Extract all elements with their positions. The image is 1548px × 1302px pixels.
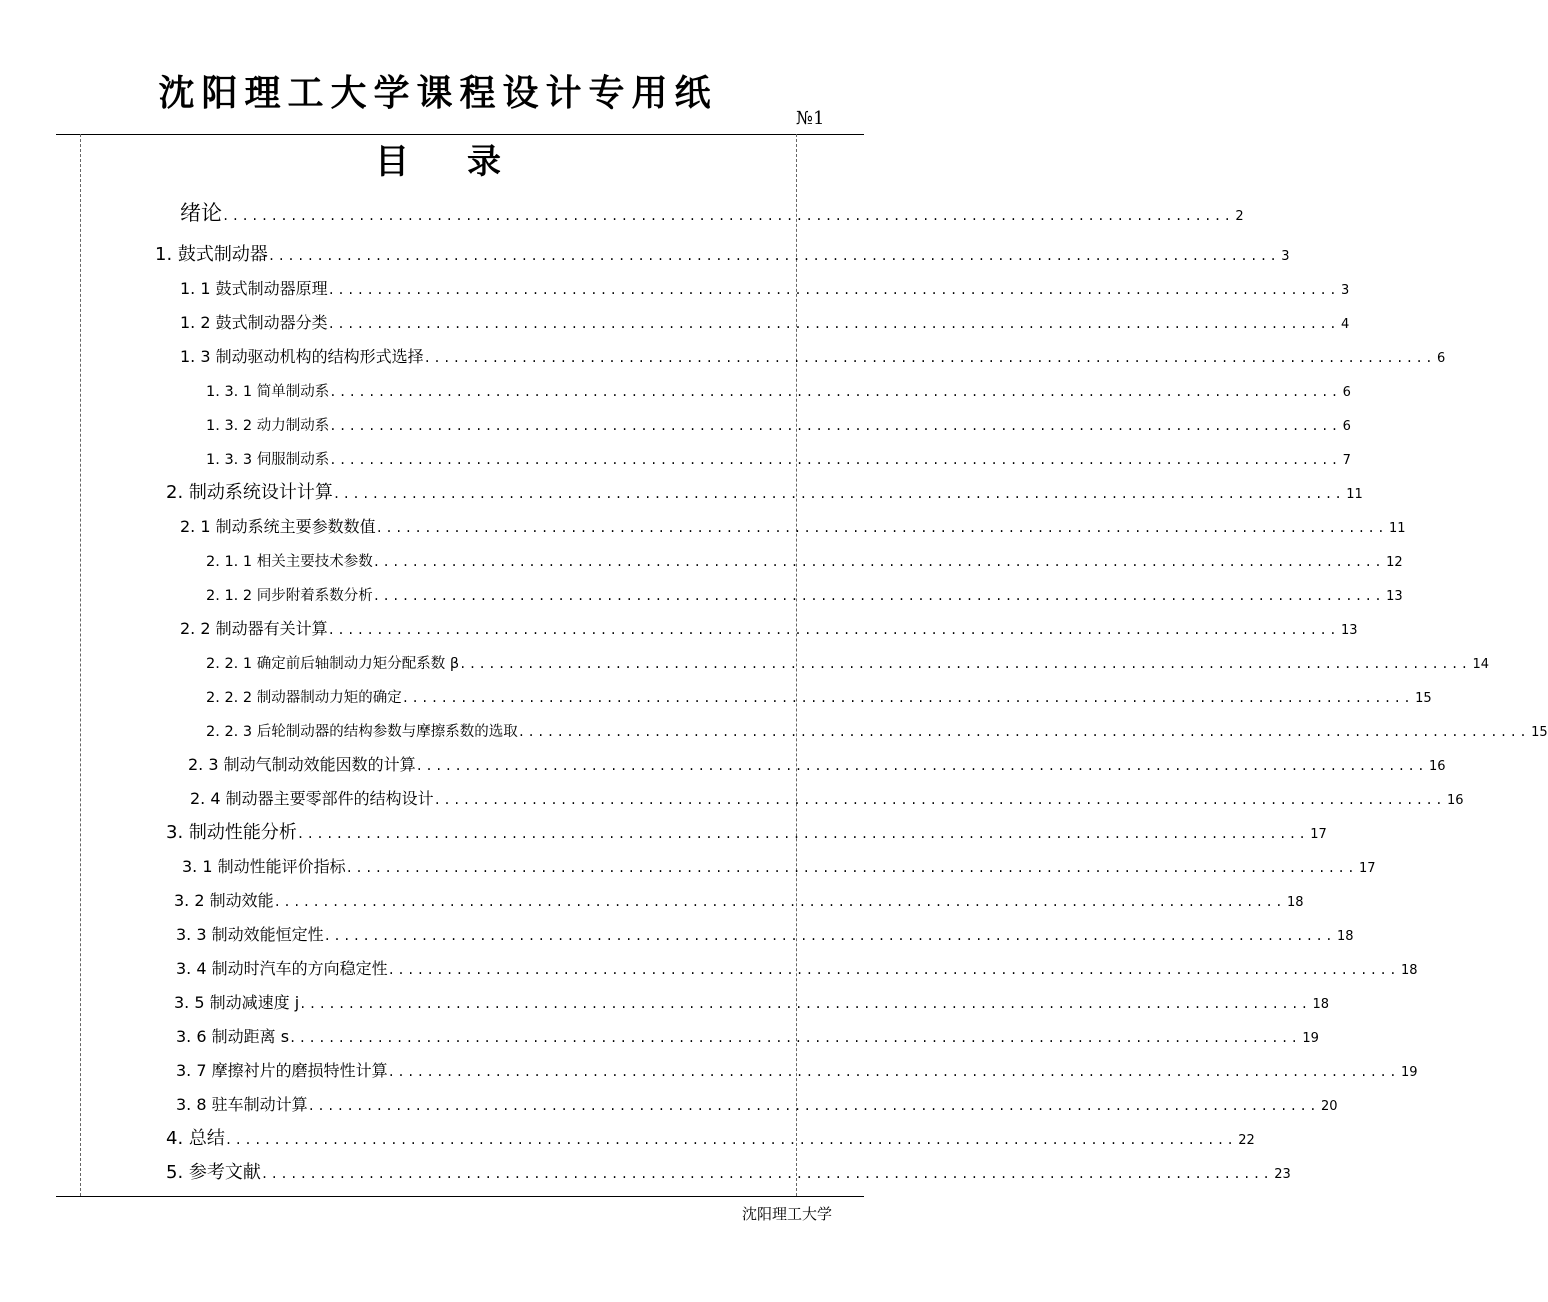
toc-entry-label: 2. 2. 2 制动器制动力矩的确定 — [206, 690, 402, 706]
toc-entry[interactable] — [174, 990, 1330, 1013]
toc-entry[interactable] — [182, 854, 1376, 877]
toc-entry[interactable] — [206, 652, 1489, 673]
toc-entry-page: 11 — [1346, 487, 1363, 502]
page-footer-text: 沈阳理工大学 — [742, 1205, 833, 1223]
toc-entry-page: 6 — [1436, 351, 1446, 366]
toc-entry-label: 3. 1 制动性能评价指标 — [182, 857, 346, 876]
toc-entry[interactable] — [206, 686, 1432, 707]
toc-entry-page: 11 — [1388, 521, 1406, 536]
toc-entry-page: 18 — [1312, 997, 1330, 1012]
toc-entry-page: 13 — [1340, 623, 1358, 638]
toc-entry[interactable] — [206, 584, 1403, 605]
header-rule — [56, 134, 864, 135]
toc-entry-label: 1. 1 鼓式制动器原理 — [180, 279, 328, 298]
toc-entry-label: 4. 总结 — [166, 1128, 225, 1149]
toc-entry[interactable] — [166, 1158, 1291, 1184]
toc-entry-label: 3. 6 制动距离 s — [176, 1027, 290, 1046]
toc-entry-label: 绪论 — [180, 201, 222, 225]
toc-entry[interactable] — [206, 414, 1351, 435]
toc-leader: ........................................................................................................ — [372, 555, 1385, 569]
toc-entry-label: 2. 3 制动气制动效能因数的计算 — [188, 755, 416, 774]
footer-rule — [56, 1196, 864, 1197]
toc-leader: ........................................................................................................ — [289, 1031, 1301, 1045]
toc-leader: ........................................................................................................ — [327, 623, 1339, 637]
toc-entry-page: 18 — [1336, 929, 1354, 944]
toc-entry[interactable] — [180, 514, 1406, 537]
toc-leader: ........................................................................................................ — [273, 895, 1285, 909]
toc-entry-label: 1. 3. 3 伺服制动系 — [206, 452, 330, 468]
toc-leader: ........................................................................................................ — [459, 657, 1471, 671]
toc-entry-page: 20 — [1320, 1099, 1338, 1114]
left-margin-line — [80, 134, 81, 1196]
toc-entry-page: 3 — [1281, 249, 1290, 264]
toc-entry[interactable] — [176, 1058, 1418, 1081]
toc-entry-page: 19 — [1400, 1065, 1418, 1080]
toc-entry-label: 3. 8 驻车制动计算 — [176, 1095, 308, 1114]
toc-leader: ........................................................................................................ — [387, 1065, 1399, 1079]
toc-entry-label: 5. 参考文献 — [166, 1162, 261, 1183]
toc-entry-page: 16 — [1428, 759, 1446, 774]
toc-title — [0, 140, 876, 184]
toc-entry[interactable] — [166, 818, 1327, 844]
toc-entry-label: 2. 1. 2 同步附着系数分析 — [206, 588, 373, 604]
toc-leader: ........................................................................................................ — [332, 487, 1345, 501]
toc-entry-label: 1. 3. 1 简单制动系 — [206, 384, 330, 400]
toc-leader: ........................................................................................................ — [329, 419, 1341, 433]
toc-leader: ........................................................................................................ — [517, 725, 1530, 739]
toc-leader: ........................................................................................................ — [375, 521, 1387, 535]
toc-entry-label: 3. 5 制动减速度 j — [174, 993, 300, 1012]
toc-leader: ........................................................................................................ — [222, 209, 1234, 223]
toc-entry-page: 3 — [1340, 283, 1350, 298]
toc-entry-page: 15 — [1415, 691, 1432, 706]
toc-entry[interactable] — [180, 344, 1446, 367]
toc-leader: ........................................................................................................ — [329, 453, 1341, 467]
toc-leader: ........................................................................................................ — [323, 929, 1335, 943]
toc-leader: ........................................................................................................ — [296, 827, 1309, 841]
toc-entry-page: 23 — [1274, 1167, 1291, 1182]
toc-leader: ........................................................................................................ — [224, 1133, 1237, 1147]
toc-entry-page: 17 — [1310, 827, 1327, 842]
toc-entry[interactable] — [206, 720, 1548, 741]
toc-entry[interactable] — [206, 380, 1351, 401]
toc-leader: ........................................................................................................ — [260, 1167, 1273, 1181]
toc-entry-page: 2 — [1235, 209, 1244, 224]
toc-leader: ........................................................................................................ — [433, 793, 1445, 807]
toc-entry-label: 1. 鼓式制动器 — [155, 244, 268, 265]
toc-entry-label: 2. 1 制动系统主要参数数值 — [180, 517, 376, 536]
toc-entry[interactable] — [180, 310, 1350, 333]
page-header-title: 沈阳理工大学课程设计专用纸 — [158, 73, 718, 114]
toc-entry[interactable] — [180, 197, 1244, 227]
toc-entry[interactable] — [180, 276, 1350, 299]
toc-entry[interactable] — [166, 1124, 1255, 1150]
toc-entry-page: 6 — [1342, 419, 1351, 434]
toc-entry[interactable] — [176, 956, 1418, 979]
toc-entry[interactable] — [176, 1024, 1319, 1047]
toc-entry-label: 2. 2. 1 确定前后轴制动力矩分配系数 β — [206, 656, 460, 672]
toc-entry-label: 3. 3 制动效能恒定性 — [176, 925, 324, 944]
toc-title-left: 目 — [375, 142, 409, 182]
toc-entry-page: 19 — [1302, 1031, 1319, 1046]
toc-leader: ........................................................................................................ — [267, 249, 1280, 263]
toc-entry-page: 4 — [1340, 317, 1350, 332]
toc-entry-page: 14 — [1472, 657, 1489, 672]
toc-entry[interactable] — [174, 888, 1304, 911]
toc-entry[interactable] — [206, 550, 1403, 571]
toc-entry-label: 3. 制动性能分析 — [166, 822, 297, 843]
toc-leader: ........................................................................................................ — [372, 589, 1385, 603]
toc-entry-page: 15 — [1531, 725, 1548, 740]
toc-leader: ........................................................................................................ — [423, 351, 1435, 365]
toc-entry-label: 1. 3 制动驱动机构的结构形式选择 — [180, 347, 424, 366]
toc-entry-page: 17 — [1358, 861, 1376, 876]
toc-entry-page: 16 — [1446, 793, 1464, 808]
toc-entry[interactable] — [188, 752, 1446, 775]
toc-leader: ........................................................................................................ — [299, 997, 1311, 1011]
toc-leader: ........................................................................................................ — [415, 759, 1427, 773]
toc-entry-page: 7 — [1342, 453, 1351, 468]
toc-entry-label: 3. 4 制动时汽车的方向稳定性 — [176, 959, 388, 978]
page-number: №1 — [796, 108, 825, 129]
toc-entry-label: 2. 2. 3 后轮制动器的结构参数与摩擦系数的选取 — [206, 724, 518, 740]
toc-entry-page: 13 — [1386, 589, 1403, 604]
toc-entry-label: 1. 2 鼓式制动器分类 — [180, 313, 328, 332]
toc-entry[interactable] — [155, 240, 1290, 266]
toc-entry[interactable] — [206, 448, 1351, 469]
toc-entry[interactable] — [166, 478, 1363, 504]
toc-entry-page: 6 — [1342, 385, 1351, 400]
toc-title-right: 录 — [467, 142, 501, 182]
toc-entry-label: 3. 7 摩擦衬片的磨损特性计算 — [176, 1061, 388, 1080]
toc-leader: ........................................................................................................ — [327, 317, 1339, 331]
toc-leader: ........................................................................................................ — [387, 963, 1399, 977]
toc-entry[interactable] — [176, 1092, 1338, 1115]
toc-entry[interactable] — [176, 922, 1354, 945]
toc-leader: ........................................................................................................ — [307, 1099, 1319, 1113]
toc-leader: ........................................................................................................ — [401, 691, 1414, 705]
toc-entry-label: 3. 2 制动效能 — [174, 891, 274, 910]
toc-entry[interactable] — [190, 786, 1464, 809]
toc-leader: ........................................................................................................ — [345, 861, 1357, 875]
toc-entry-page: 12 — [1386, 555, 1403, 570]
toc-entry-page: 18 — [1286, 895, 1304, 910]
toc-entry-label: 2. 2 制动器有关计算 — [180, 619, 328, 638]
toc-entry-label: 2. 1. 1 相关主要技术参数 — [206, 554, 373, 570]
toc-entry-label: 2. 制动系统设计计算 — [166, 482, 333, 503]
toc-entry-label: 1. 3. 2 动力制动系 — [206, 418, 330, 434]
toc-entry-page: 22 — [1238, 1133, 1255, 1148]
toc-leader: ........................................................................................................ — [327, 283, 1339, 297]
toc-leader: ........................................................................................................ — [329, 385, 1341, 399]
toc-entry-page: 18 — [1400, 963, 1418, 978]
toc-entry-label: 2. 4 制动器主要零部件的结构设计 — [190, 789, 434, 808]
toc-entry[interactable] — [180, 616, 1358, 639]
